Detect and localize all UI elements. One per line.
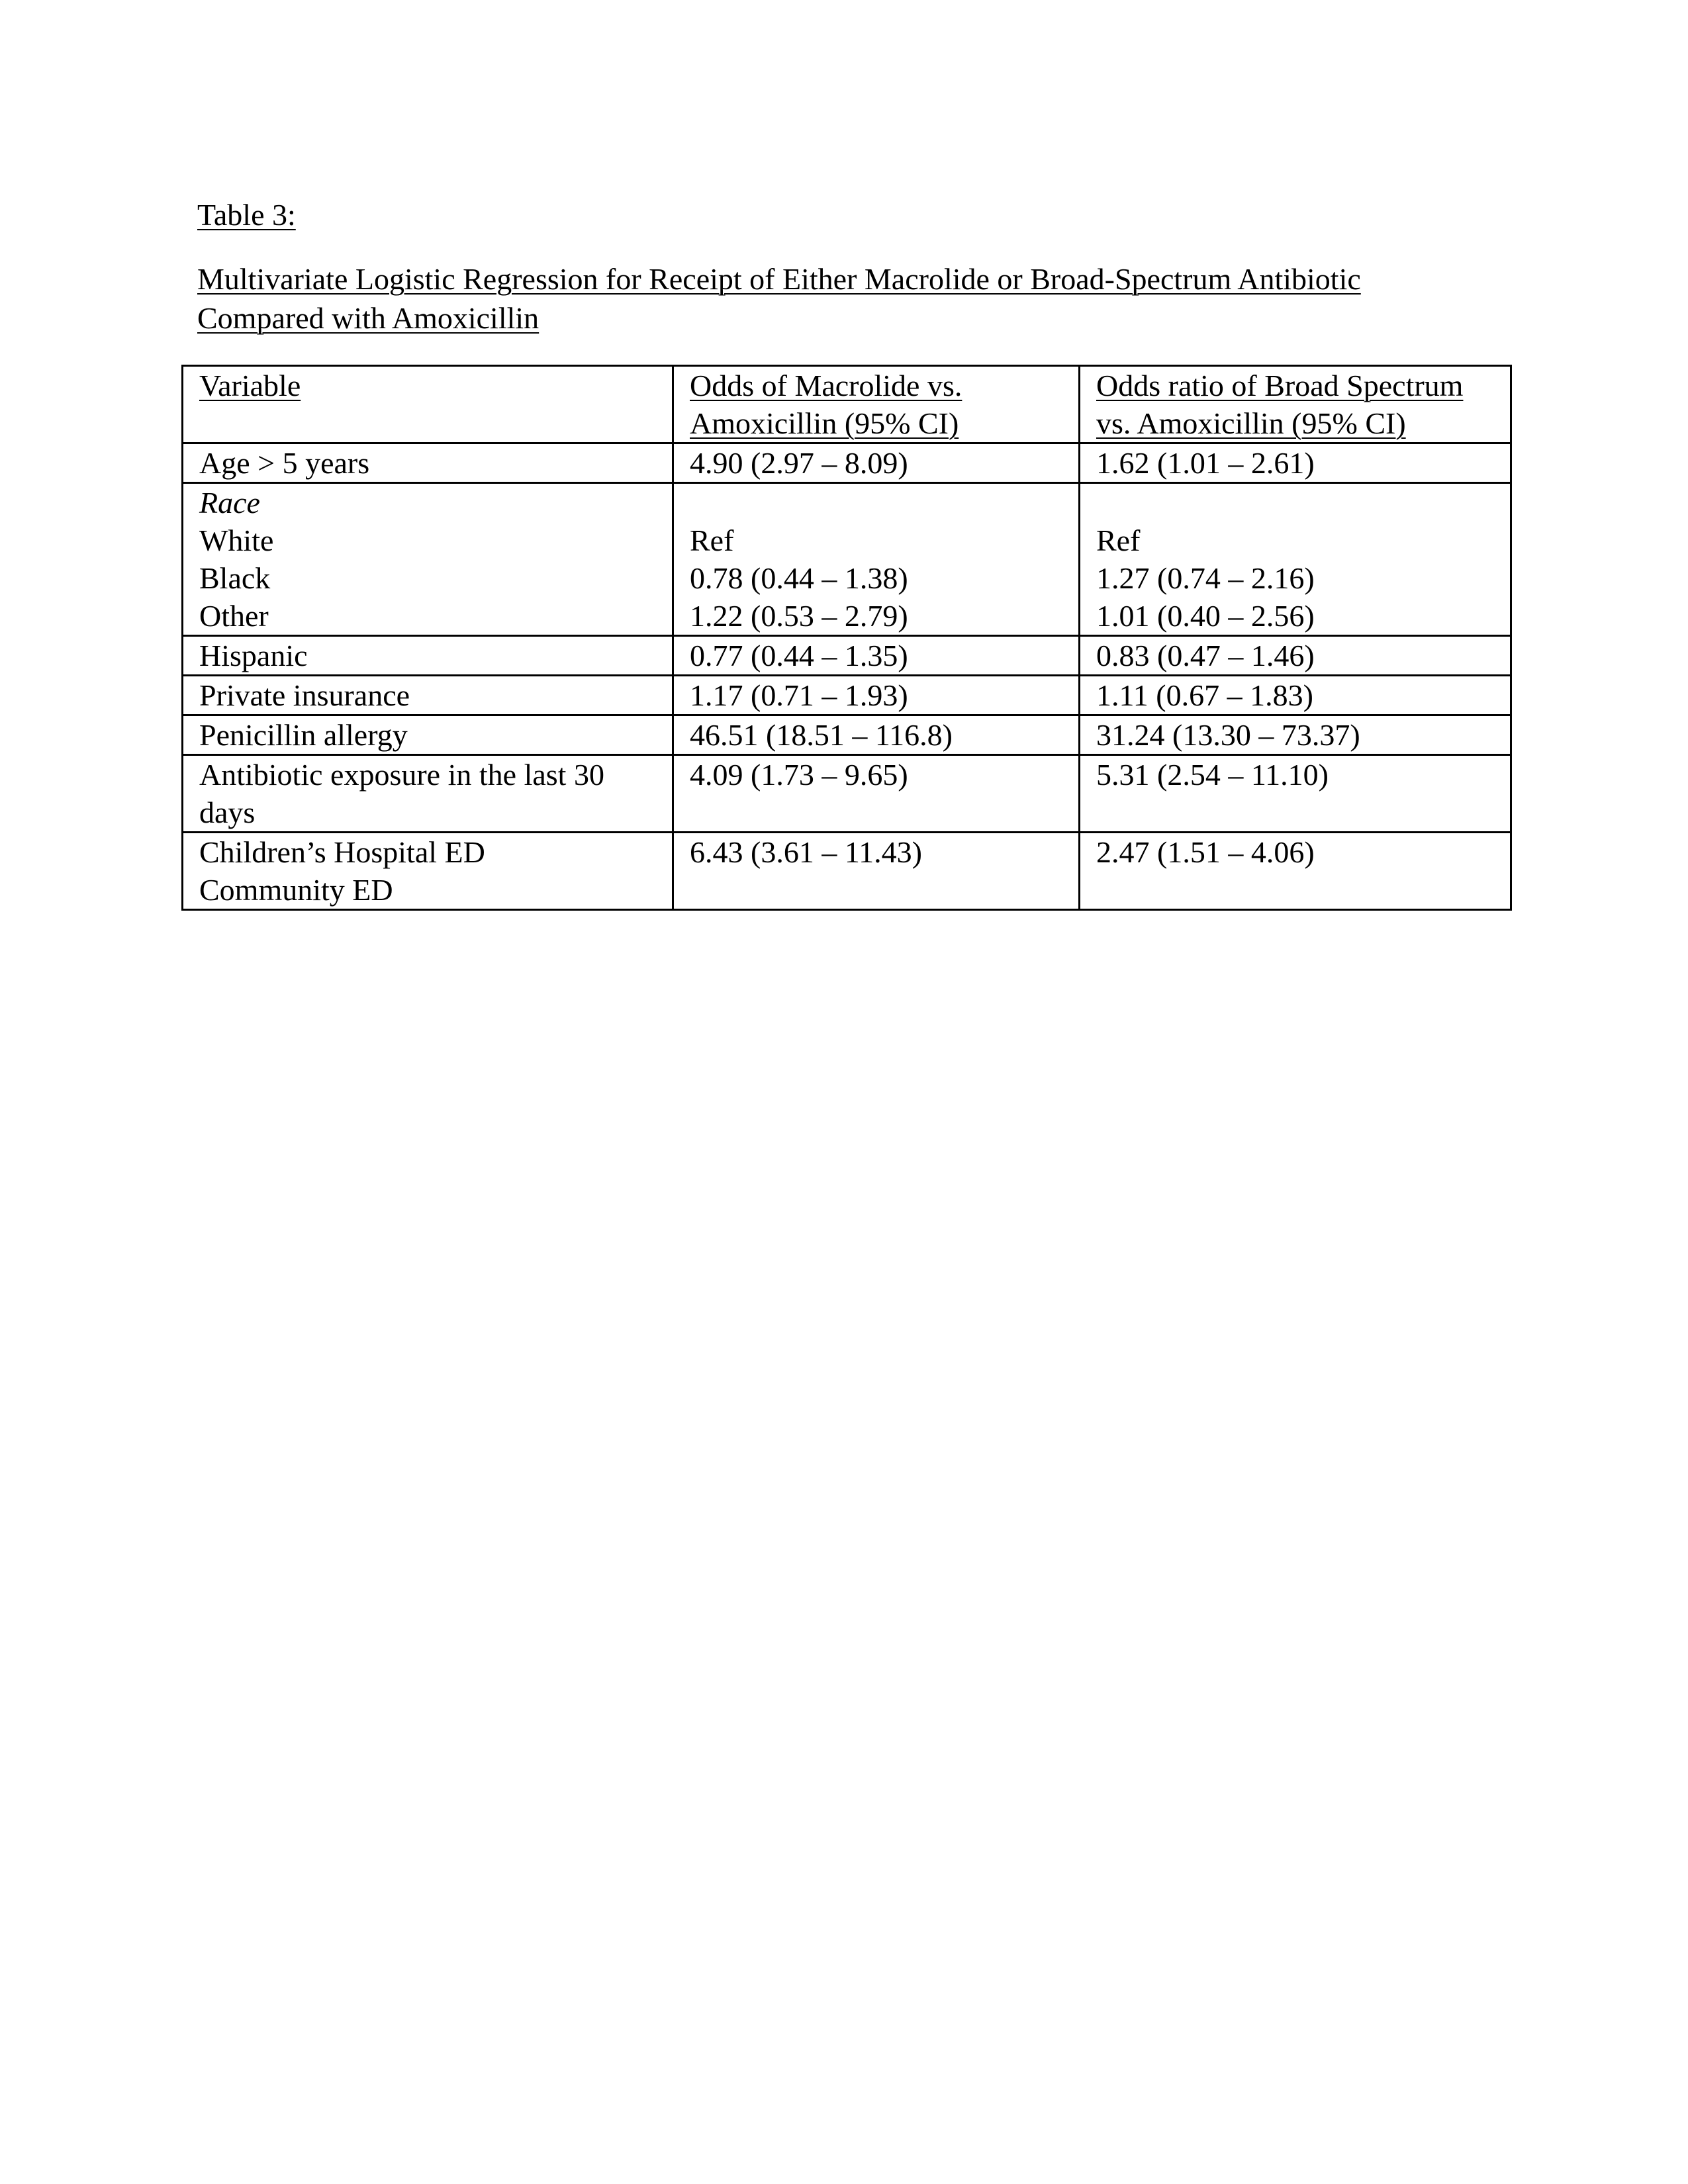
table-row-race: [183, 483, 1511, 636]
table-label: Table 3:: [197, 198, 296, 232]
race-white-broad: Ref: [1096, 523, 1141, 557]
table-header-row: [183, 366, 1511, 443]
cell-age-label: Age > 5 years: [183, 443, 673, 483]
race-black-broad: 1.27 (0.74 – 2.16): [1096, 561, 1315, 595]
cell-antibiotic-macrolide: 4.09 (1.73 – 9.65): [673, 755, 1080, 833]
cell-age-broad: 1.62 (1.01 – 2.61): [1080, 443, 1511, 483]
header-broad-spectrum-text: Odds ratio of Broad Spectrum vs. Amoxicillin (95% CI): [1096, 369, 1464, 440]
table-row-penicillin: [183, 715, 1511, 755]
table-title: Multivariate Logistic Regression for Receipt of Either Macrolide or Broad-Spectrum Antibiotic Compared with Amoxicillin: [197, 262, 1361, 335]
cell-race-macrolide: [673, 483, 1080, 636]
cell-hispanic-label: Hispanic: [183, 636, 673, 676]
race-black-macrolide: 0.78 (0.44 – 1.38): [690, 561, 908, 595]
cell-hispanic-macrolide: 0.77 (0.44 – 1.35): [673, 636, 1080, 676]
cell-insurance-macrolide: 1.17 (0.71 – 1.93): [673, 676, 1080, 715]
cell-insurance-label: Private insurance: [183, 676, 673, 715]
header-variable-text: Variable: [199, 369, 301, 402]
cell-hispanic-broad: 0.83 (0.47 – 1.46): [1080, 636, 1511, 676]
cell-race-labels: [183, 483, 673, 636]
cell-hospital-broad: 2.47 (1.51 – 4.06): [1080, 833, 1511, 910]
cell-race-broad: [1080, 483, 1511, 636]
header-variable: [183, 366, 673, 443]
race-black-label: Black: [199, 561, 271, 595]
cell-hospital-labels: [183, 833, 673, 910]
regression-table: [181, 365, 1512, 911]
cell-penicillin-macrolide: 46.51 (18.51 – 116.8): [673, 715, 1080, 755]
header-macrolide: [673, 366, 1080, 443]
header-macrolide-text: Odds of Macrolide vs. Amoxicillin (95% CI): [690, 369, 962, 440]
race-heading: Race: [199, 486, 260, 520]
race-white-macrolide: Ref: [690, 523, 734, 557]
race-white-label: White: [199, 523, 274, 557]
race-other-label: Other: [199, 599, 269, 633]
cell-hospital-macrolide: 6.43 (3.61 – 11.43): [673, 833, 1080, 910]
cell-antibiotic-label: Antibiotic exposure in the last 30 days: [183, 755, 673, 833]
table-row-hispanic: [183, 636, 1511, 676]
table-row-antibiotic: [183, 755, 1511, 833]
cell-antibiotic-broad: 5.31 (2.54 – 11.10): [1080, 755, 1511, 833]
table-row-insurance: [183, 676, 1511, 715]
hospital-community-label: Community ED: [199, 873, 393, 907]
table-row-age: [183, 443, 1511, 483]
header-broad-spectrum: [1080, 366, 1511, 443]
cell-age-macrolide: 4.90 (2.97 – 8.09): [673, 443, 1080, 483]
cell-penicillin-broad: 31.24 (13.30 – 73.37): [1080, 715, 1511, 755]
race-other-broad: 1.01 (0.40 – 2.56): [1096, 599, 1315, 633]
cell-insurance-broad: 1.11 (0.67 – 1.83): [1080, 676, 1511, 715]
cell-penicillin-label: Penicillin allergy: [183, 715, 673, 755]
table-row-hospital: [183, 833, 1511, 910]
race-other-macrolide: 1.22 (0.53 – 2.79): [690, 599, 908, 633]
hospital-childrens-label: Children’s Hospital ED: [199, 835, 485, 869]
